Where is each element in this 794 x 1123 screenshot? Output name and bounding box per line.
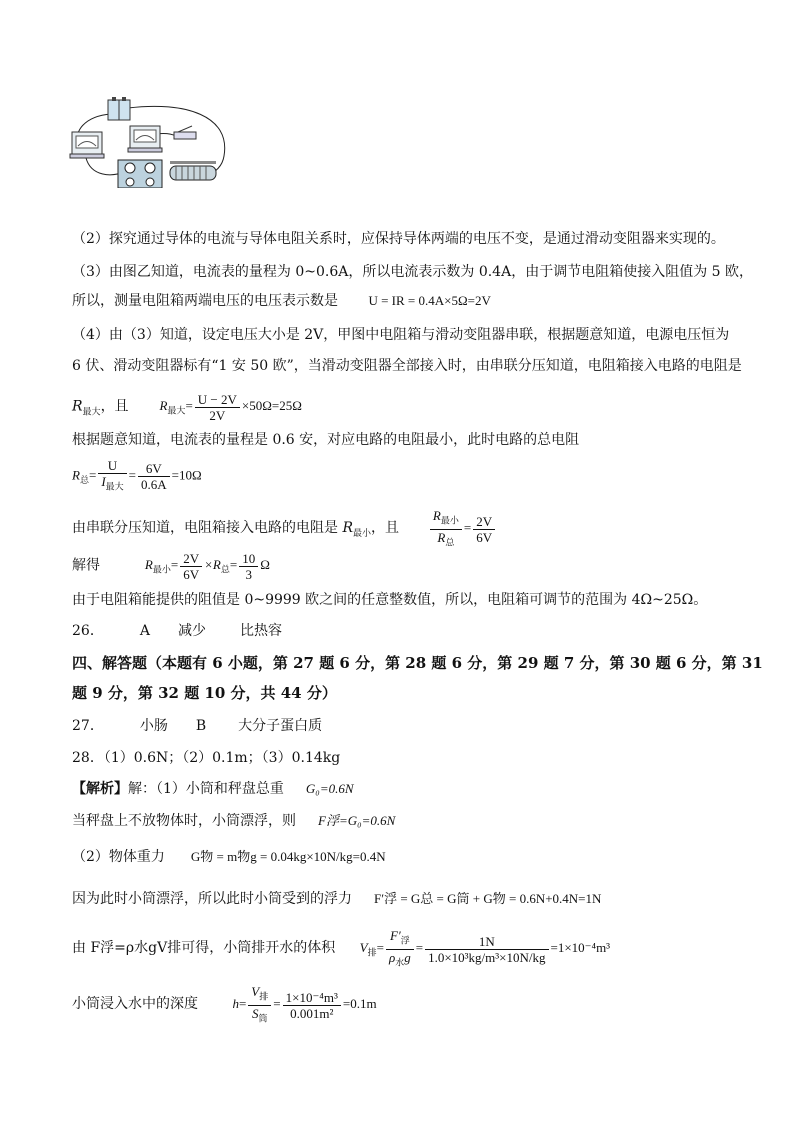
f2-den2: 0.6A <box>141 476 167 492</box>
analysis-line <box>72 779 354 799</box>
depth-text: 小筒浸入水中的深度 <box>72 996 198 1013</box>
formula-ratio: $\frac{R_{最小}}{R_总}$ = $\frac{2V}{6V}$ <box>428 520 497 535</box>
battery-icon <box>108 97 130 120</box>
para-3b <box>72 291 491 311</box>
formula-weight: G物 = m物g = 0.04kg×10N/kg=0.4N <box>190 849 386 864</box>
rheostat-icon <box>170 161 216 180</box>
f6-num1: V <box>251 984 260 999</box>
f2-lhs: R <box>72 467 80 483</box>
answer-26 <box>72 621 282 641</box>
symbol-r-sub: 最大 <box>82 407 101 418</box>
f6-den2: 0.001m² <box>290 1005 334 1021</box>
f5-den2: 1.0×10³kg/m³×10N/kg <box>428 949 546 965</box>
f5-num2: 1N <box>425 934 548 950</box>
formula-r-total: $R_总=$ $\frac{U}{I_{最大}}$ = $\frac{6V}{0.6A}$ =10Ω <box>72 458 202 492</box>
volume-line <box>72 928 610 970</box>
depth-line <box>72 984 377 1026</box>
f5-den1-g: g <box>404 949 411 965</box>
f5-rest: =1×10⁻⁴m³ <box>550 940 611 956</box>
para-4c <box>72 392 302 423</box>
para-2: （2）探究通过导体的电流与导体电阻关系时，应保持导体两端的电压不变，是通过滑动变阻器来实现的。 <box>72 231 725 247</box>
para-4b: 6 伏、滑动变阻器标有“1 安 50 欧”，当滑动变阻器全部接入时，由串联分压知道，电阻箱接入电路的电阻是 <box>72 358 742 374</box>
formula-depth: h= $\frac{V_排}{S_筒}$ = $\frac{\text{1×10⁻⁴m³}}{\text{0.001m²}}$ =0.1m <box>232 984 377 1024</box>
section-4-heading-a: 四、解答题（本题有 6 小题，第 27 题 6 分，第 28 题 6 分，第 29 题 7 分，第 30 题 6 分，第 31 <box>72 654 763 672</box>
formula-volume: $V_排=$ $\frac{F'_浮}{\rho_水g}$ = $\frac{1N}{\text{1.0×10³kg/m³×10N/kg}}$ =1×10⁻⁴m³ <box>359 928 611 968</box>
answer-28: 28．（1）0.6N；（2）0.1m；（3）0.14kg <box>72 750 341 766</box>
f5-den1-sub: 水 <box>395 957 405 968</box>
f4-den2: 3 <box>245 567 252 582</box>
q26-a3: 比热容 <box>239 623 282 639</box>
para-3a: （3）由图乙知道，电流表的量程为 0~0.6A，所以电流表示数为 0.4A，由于调节电阻箱使接入阻值为 5 欧， <box>72 264 754 280</box>
section-4-heading-b: 题 9 分，第 32 题 10 分，共 44 分） <box>72 684 337 702</box>
f5-num1-sub: 浮 <box>400 935 410 946</box>
formula-voltage: U = IR = 0.4A×5Ω=2V <box>368 293 491 308</box>
float-line <box>72 811 395 831</box>
f1-den: 2V <box>209 408 226 423</box>
f4-lhs: R <box>144 557 153 573</box>
f4-num1: 2V <box>180 551 202 567</box>
q27-a2: B <box>195 718 207 734</box>
f4-den1: 6V <box>183 567 200 582</box>
symbol-r: R <box>72 398 83 415</box>
f2-den1-sub: 最大 <box>105 481 124 492</box>
formula-r-min: $R_{最小}=$ $\frac{2V}{6V}$ $\times R_总=$ $\frac{10}{3}$ Ω <box>144 551 270 582</box>
para-4a: （4）由（3）知道，设定电压大小是 2V，甲图中电阻箱与滑动变阻器串联，根据题意知道，电源电压恒为 <box>72 327 730 343</box>
resistance-box-icon <box>118 160 162 188</box>
q26-a1: A <box>139 623 150 639</box>
f6-den1-sub: 筒 <box>258 1013 268 1024</box>
para-6-and: ，且 <box>371 520 400 537</box>
f4-unit: Ω <box>260 557 270 573</box>
f6-num2: 1×10⁻⁴m³ <box>283 990 341 1006</box>
f2-num2: 6V <box>138 461 170 477</box>
f3-num2: 2V <box>473 514 495 530</box>
q26-a2: 减少 <box>177 623 206 639</box>
formula-buoyancy: F′浮 = G总 = G筒 + G物 = 0.6N+0.4N=1N <box>374 891 602 906</box>
analysis-tag: 【解析】 <box>72 781 128 797</box>
formula-r-max: $R_{最大}=$ $\frac{U - 2V}{2V}$ ×50Ω=25Ω <box>159 392 302 423</box>
f3-den: R <box>437 529 446 545</box>
para-5: 根据题意知道，电流表的量程是 0.6 安，对应电路的电阻最小，此时电路的总电阻 <box>72 432 580 448</box>
f2-num1: U <box>98 458 126 474</box>
switch-icon <box>174 126 196 139</box>
f3-den-sub: 总 <box>445 537 455 548</box>
f2-den1: I <box>101 474 106 489</box>
para-6-r: R <box>342 520 353 537</box>
weight-line <box>72 847 386 867</box>
buoyancy-line <box>72 889 601 909</box>
para-3b-text: 所以，测量电阻箱两端电压的电压表示数是 <box>72 293 338 309</box>
para-6 <box>72 508 497 550</box>
f4-num2: 10 <box>239 551 258 567</box>
q26-num: 26． <box>72 623 104 639</box>
f6-rest: =0.1m <box>342 996 377 1012</box>
f2-rest: =10Ω <box>171 467 202 483</box>
f1-lhs: R <box>159 398 168 414</box>
float-text: 当秤盘上不放物体时，小筒漂浮，则 <box>72 813 296 829</box>
solve-label: 解得 <box>72 557 100 574</box>
buoyancy-text: 因为此时小筒漂浮，所以此时小筒受到的浮力 <box>72 891 352 907</box>
para-4c-text: ，且 <box>100 398 129 415</box>
f3-num: R <box>432 508 441 523</box>
f5-num1: F′ <box>389 928 401 943</box>
weight-text: （2）物体重力 <box>72 849 165 865</box>
q27-num: 27． <box>72 718 104 734</box>
f1-num: U − 2V <box>195 392 240 408</box>
voltmeter-icon <box>70 132 104 158</box>
f4-mid-sub: 总 <box>220 565 230 576</box>
f2-lhs-sub: 总 <box>79 474 89 485</box>
f5-den1: ρ <box>388 949 396 965</box>
formula-float: F浮=G₀=0.6N <box>318 813 396 828</box>
f4-mid: ×R <box>204 557 221 573</box>
f6-lhs: h <box>232 996 239 1012</box>
para-6-r-sub: 最小 <box>353 528 372 539</box>
para-8: 由于电阻箱能提供的阻值是 0~9999 欧之间的任意整数值，所以，电阻箱可调节的范围为 4Ω~25Ω。 <box>72 592 708 608</box>
analysis-text: 解：（1）小筒和秤盘总重 <box>128 781 284 797</box>
f5-lhs: V <box>359 940 368 956</box>
f1-lhs-sub: 最大 <box>167 406 186 417</box>
q27-a1: 小肠 <box>139 718 168 734</box>
q27-a3: 大分子蛋白质 <box>238 718 323 734</box>
para-7 <box>72 551 270 582</box>
f3-num-sub: 最小 <box>440 515 459 526</box>
formula-g0: G₀=0.6N <box>305 781 354 796</box>
f6-num1-sub: 排 <box>259 991 269 1002</box>
f5-lhs-sub: 排 <box>367 947 377 958</box>
volume-text: 由 F浮=ρ水gV排可得，小筒排开水的体积 <box>72 940 336 957</box>
f6-den1: S <box>252 1005 259 1021</box>
f4-lhs-sub: 最小 <box>152 565 171 576</box>
answer-27 <box>72 716 322 736</box>
ammeter-icon <box>128 126 162 152</box>
f1-rest: ×50Ω=25Ω <box>241 398 302 414</box>
para-6-text: 由串联分压知道，电阻箱接入电路的电阻是 <box>72 520 338 537</box>
f3-den2: 6V <box>476 529 493 545</box>
circuit-diagram-image <box>66 96 236 188</box>
